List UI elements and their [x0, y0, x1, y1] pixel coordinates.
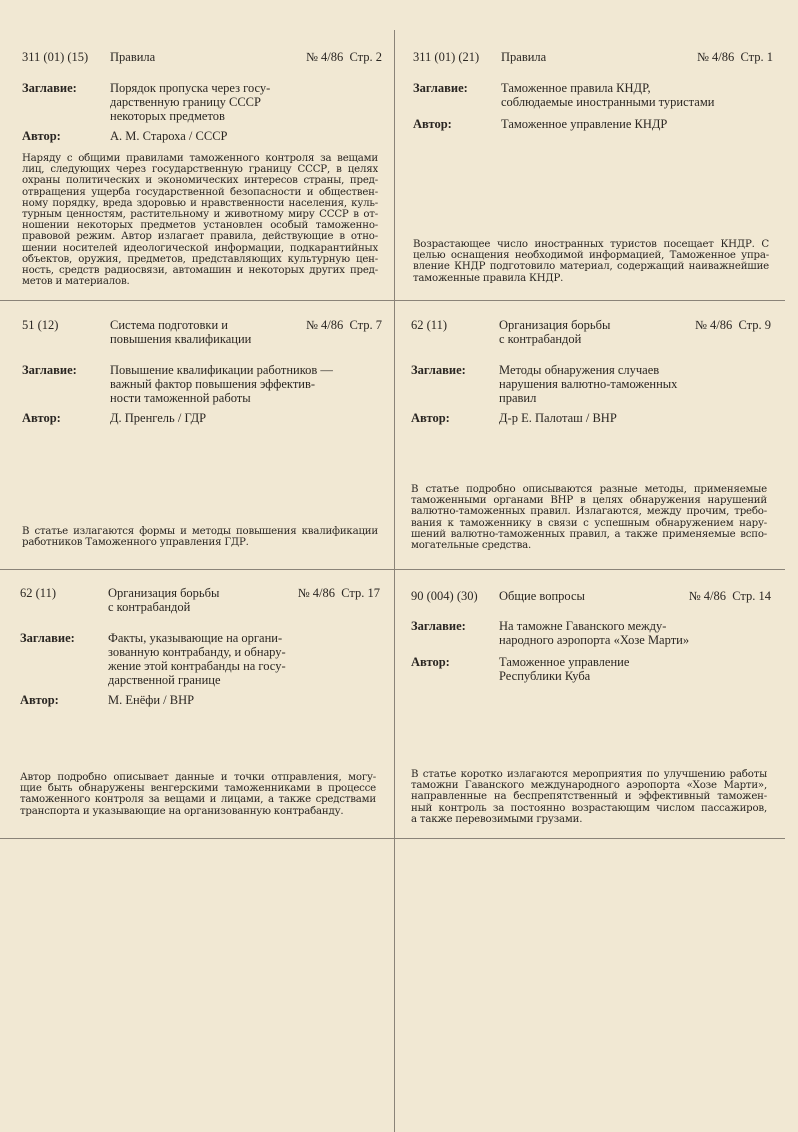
abstract-line: шении носителей идеологической информации, подкарантийных	[22, 242, 378, 254]
abstract-line: таможенными органами ВНР в целях обнаружения нарушений	[411, 495, 767, 507]
author-value	[110, 411, 206, 425]
abstract-line: В статье подробно описываются разные методы, применяемые	[411, 484, 767, 495]
author-line: Таможенное управление КНДР	[501, 117, 668, 131]
abstract-line: метов и материалов.	[22, 276, 130, 288]
classification-code: 51 (12)	[22, 318, 59, 332]
abstract-card	[411, 589, 771, 849]
author-value	[108, 693, 194, 707]
title-value	[499, 363, 677, 405]
author-line: Таможенное управление	[499, 655, 630, 669]
abstract-card	[22, 50, 382, 310]
author-label: Автор:	[411, 655, 450, 669]
title-line: нарушения валютно-таможенных	[499, 377, 678, 391]
classification-code: 62 (11)	[20, 586, 56, 600]
abstract-line: направленные на беспрепятственный и эффективный таможен-	[411, 791, 767, 803]
abstract-line: щие быть обнаружены венгерскими таможенниками в процессе	[20, 783, 376, 795]
abstract-line: правовой режим. Автор излагает правила, действующие в отно-	[22, 231, 378, 243]
abstract-line: Автор подробно описывает данные и точки отправления, могу-	[20, 772, 376, 783]
abstract-card	[22, 318, 382, 578]
title-line: ности таможенной работы	[110, 391, 251, 405]
abstract-line: а также перевозимыми грузами.	[411, 813, 583, 825]
abstract-line: Возрастающее число иностранных туристов посещает КНДР. С	[413, 239, 769, 250]
abstract-line: В статье излагаются формы и методы повышения квалификации	[22, 526, 378, 537]
title-line: На таможне Гаванского между-	[499, 619, 667, 633]
author-value	[499, 411, 617, 425]
title-line: дарственной границе	[108, 673, 221, 687]
title-line: Факты, указывающие на органи-	[108, 631, 283, 645]
title-label: Заглавие:	[22, 81, 77, 95]
classification-code: 90 (004) (30)	[411, 589, 478, 603]
title-value	[501, 81, 714, 109]
title-line: дарственную границу СССР	[110, 95, 261, 109]
author-label: Автор:	[20, 693, 59, 707]
issue-page: № 4/86 Стр. 2	[305, 50, 382, 64]
abstract-line: вление КНДР подготовило материал, содержащий наиважнейшие	[413, 261, 769, 273]
author-line: М. Енёфи / ВНР	[108, 693, 195, 707]
issue-page: № 4/86 Стр. 9	[694, 318, 771, 332]
title-line: важный фактор повышения эффектив-	[110, 377, 316, 391]
abstract-line: работников Таможенного управления ГДР.	[22, 537, 249, 549]
author-value	[499, 655, 629, 683]
abstract-text	[20, 772, 376, 817]
section-name	[499, 318, 610, 346]
abstract-line: В статье коротко излагаются мероприятия по улучшению работы	[411, 769, 767, 780]
section-line: Система подготовки и	[110, 318, 228, 332]
issue-page: № 4/86 Стр. 17	[297, 586, 380, 600]
title-line: Порядок пропуска через госу-	[110, 81, 271, 95]
title-value	[110, 81, 270, 123]
issue-page: № 4/86 Стр. 14	[688, 589, 771, 603]
section-name	[499, 589, 585, 603]
section-name	[108, 586, 219, 614]
abstract-line: вания к таможеннику в связи с успешным обнаружением нару-	[411, 517, 767, 529]
classification-code: 311 (01) (21)	[413, 50, 480, 64]
section-name	[110, 50, 155, 64]
abstract-line: ный контроль за постоянно возрастающим числом пассажиров,	[411, 802, 767, 814]
title-line: Повышение квалификации работников —	[110, 363, 333, 377]
author-label: Автор:	[413, 117, 452, 131]
abstract-line: шений валютно-таможенных правил, а также применяемые вспо-	[411, 528, 767, 540]
title-value	[110, 363, 333, 405]
title-label: Заглавие:	[22, 363, 77, 377]
title-line: некоторых предметов	[110, 109, 225, 123]
abstract-line: целью оснащения необходимой информацией, Таможенное упра-	[413, 250, 769, 262]
title-value	[499, 619, 689, 647]
title-line: Методы обнаружения случаев	[499, 363, 660, 377]
section-line: с контрабандой	[499, 332, 582, 346]
abstract-text	[411, 484, 767, 551]
classification-code: 62 (11)	[411, 318, 447, 332]
abstract-card	[413, 50, 773, 310]
abstract-card	[411, 318, 771, 578]
abstract-text	[22, 526, 378, 548]
abstract-line: ному порядку, вреда здоровью и нравственности населения, куль-	[22, 197, 378, 209]
abstract-line: ношении некоторых предметов установлен особый таможенно-	[22, 220, 378, 232]
abstract-line: охраны политических и экономических интересов страны, пред-	[22, 175, 378, 187]
issue-page: № 4/86 Стр. 1	[696, 50, 773, 64]
abstract-line: таможенные правила КНДР.	[413, 272, 564, 284]
section-name	[501, 50, 546, 64]
abstract-line: ность, средств радиосвязи, автомашин и некоторых других пред-	[22, 265, 378, 277]
abstract-line: лиц, следующих через государственную границу СССР, в целях	[22, 164, 378, 176]
section-line: с контрабандой	[108, 600, 191, 614]
abstract-line: транспорта и указывающие на организованную контрабанду.	[20, 805, 344, 817]
author-label: Автор:	[22, 129, 61, 143]
abstract-line: могательные средства.	[411, 540, 532, 552]
abstract-card	[20, 586, 380, 846]
section-line: Правила	[110, 50, 156, 64]
abstract-text	[22, 153, 378, 287]
section-line: Организация борьбы	[499, 318, 611, 332]
title-line: зованную контрабанду, и обнару-	[108, 645, 286, 659]
abstract-line: таможни Гаванского международного аэропорта «Хозе Марти»,	[411, 780, 767, 792]
abstract-line: Наряду с общими правилами таможенного контроля за вещами	[22, 153, 378, 164]
abstract-line: объектов, оружия, предметов, представляющих культурную цен-	[22, 253, 378, 265]
author-line: А. М. Староха / СССР	[110, 129, 228, 143]
section-name	[110, 318, 251, 346]
issue-page: № 4/86 Стр. 7	[305, 318, 382, 332]
abstract-line: валютно-таможенных правил. Излагаются, между прочим, требо-	[411, 506, 767, 518]
section-line: Организация борьбы	[108, 586, 220, 600]
author-label: Автор:	[22, 411, 61, 425]
title-line: соблюдаемые иностранными туристами	[501, 95, 715, 109]
title-label: Заглавие:	[411, 363, 466, 377]
abstract-line: таможенного контроля за вещами и лицами, а также средствами	[20, 794, 376, 806]
title-line: Таможенное правила КНДР,	[501, 81, 651, 95]
abstract-line: турным ценностям, растительному и животному миру СССР в от-	[22, 209, 378, 221]
abstract-line: отвращения ущерба государственной безопасности и обществен-	[22, 186, 378, 198]
title-value	[108, 631, 286, 687]
section-line: повышения квалификации	[110, 332, 252, 346]
section-line: Общие вопросы	[499, 589, 585, 603]
author-line: Д. Пренгель / ГДР	[110, 411, 207, 425]
title-line: народного аэропорта «Хозе Марти»	[499, 633, 690, 647]
section-line: Правила	[501, 50, 547, 64]
author-value	[501, 117, 667, 131]
author-label: Автор:	[411, 411, 450, 425]
title-line: жение этой контрабанды на госу-	[108, 659, 286, 673]
author-line: Д-р Е. Палоташ / ВНР	[499, 411, 617, 425]
abstract-text	[413, 239, 769, 284]
author-line: Республики Куба	[499, 669, 591, 683]
title-label: Заглавие:	[413, 81, 468, 95]
title-label: Заглавие:	[411, 619, 466, 633]
title-label: Заглавие:	[20, 631, 75, 645]
author-value	[110, 129, 228, 143]
column-divider	[394, 30, 395, 1132]
classification-code: 311 (01) (15)	[22, 50, 89, 64]
title-line: правил	[499, 391, 537, 405]
abstract-text	[411, 769, 767, 825]
